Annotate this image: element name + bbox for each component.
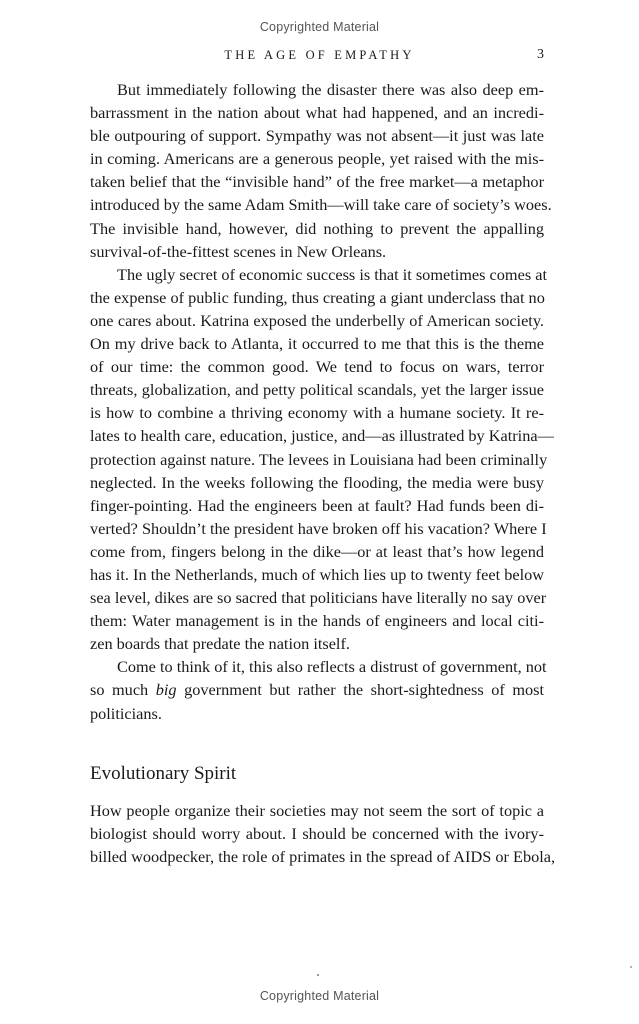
paragraph-2 [90, 263, 554, 656]
text-line: threats, globalization, and petty political scandals, yet the larger issue [90, 380, 544, 400]
text-line: But immediately following the disaster there was also deep em- [117, 80, 544, 99]
paragraph-1 [90, 78, 552, 263]
text-line: neglected. In the weeks following the flooding, the media were busy [90, 472, 544, 492]
text-line: come from, fingers belong in the dike—or at least that’s how legend [90, 541, 544, 561]
text-line: Come to think of it, this also reflects a distrust of government, not [117, 657, 547, 677]
body-text [90, 78, 554, 725]
text-line: finger-pointing. Had the engineers been at fault? Had funds been di- [90, 495, 544, 515]
running-title: THE AGE OF EMPATHY [224, 48, 415, 62]
text-line: ble outpouring of support. Sympathy was not absent—it just was late [90, 126, 544, 146]
section-body-text [90, 799, 556, 868]
text-fragment: government but rather the short-sightedness of most [176, 680, 544, 700]
italic-emphasis: big [155, 680, 177, 700]
text-line: politicians. [90, 703, 162, 723]
page-number: 3 [537, 47, 544, 62]
text-line: sea level, dikes are so sacred that politicians have literally no say over [90, 588, 547, 608]
text-line: protection against nature. The levees in Louisiana had been criminally [90, 449, 548, 469]
text-line: verted? Shouldn’t the president have broken off his vacation? Where I [90, 518, 547, 538]
text-line [90, 678, 544, 701]
text-line: billed woodpecker, the role of primates in the spread of AIDS or Ebola, [90, 847, 556, 867]
text-line: barrassment in the nation about what had happened, and an incredi- [90, 103, 544, 123]
text-line: one cares about. Katrina exposed the underbelly of American society. [90, 310, 544, 330]
text-line: lates to health care, education, justice, and—as illustrated by Katrina— [90, 426, 554, 446]
section-heading: Evolutionary Spirit [90, 763, 237, 784]
text-line: has it. In the Netherlands, much of which lies up to twenty feet below [90, 564, 544, 584]
text-line: survival-of-the-fittest scenes in New Orleans. [90, 241, 387, 261]
scan-speck [317, 974, 319, 976]
text-fragment: so much [90, 680, 156, 700]
text-line: The ugly secret of economic success is that it sometimes comes at [117, 264, 547, 284]
text-line: them: Water management is in the hands of engineers and local citi- [90, 611, 544, 631]
text-line: is how to combine a thriving economy with a humane society. It re- [90, 403, 544, 423]
text-line: taken belief that the “invisible hand” of the free market—a metaphor [90, 172, 544, 192]
text-line: in coming. Americans are a generous people, yet raised with the mis- [90, 149, 544, 169]
paragraph-3 [90, 655, 547, 724]
text-line: introduced by the same Adam Smith—will take care of society’s woes. [90, 195, 552, 215]
text-line: How people organize their societies may not seem the sort of topic a [90, 801, 544, 820]
text-line: of our time: the common good. We tend to focus on wars, terror [90, 357, 544, 377]
copyright-watermark-bottom: Copyrighted Material [259, 989, 380, 1003]
running-header [0, 46, 639, 66]
scan-speck [630, 966, 632, 968]
text-line: On my drive back to Atlanta, it occurred to me that this is the theme [90, 334, 544, 354]
copyright-watermark-top: Copyrighted Material [259, 20, 380, 34]
text-line: zen boards that predate the nation itself. [90, 634, 350, 654]
text-line: biologist should worry about. I should be concerned with the ivory- [90, 824, 544, 844]
text-line: the expense of public funding, thus creating a giant underclass that no [90, 287, 545, 307]
text-line: The invisible hand, however, did nothing to prevent the appalling [90, 218, 544, 238]
